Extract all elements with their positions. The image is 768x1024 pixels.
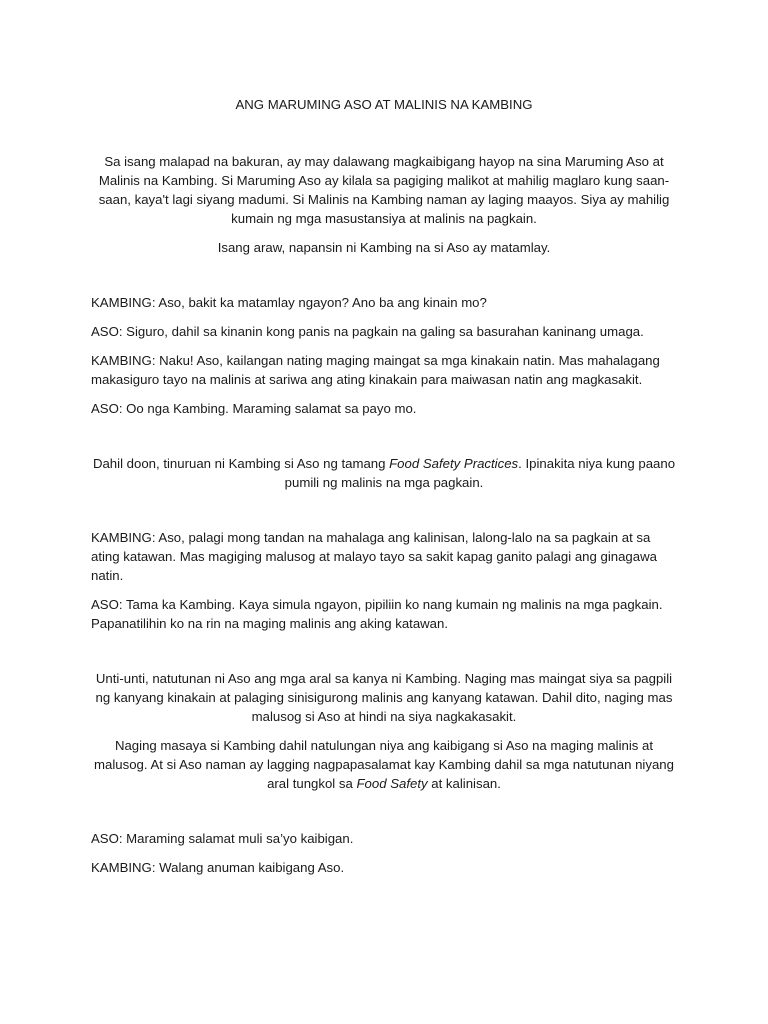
- dialogue-line: KAMBING: Aso, bakit ka matamlay ngayon? Ano ba ang kinain mo?: [91, 295, 487, 310]
- narration-text: at kalinisan.: [427, 776, 501, 791]
- narration-text: Dahil doon, tinuruan ni Kambing si Aso ng tamang: [92, 456, 390, 471]
- dialogue-line: KAMBING: Aso, palagi mong tandan na mahalaga ang kalinisan, lalong-lalo na sa pagkain at sa ating katawan. Mas magiging malusog at malayo tayo sa sakit kapag ganito palagi ang ginagawa natin.: [91, 530, 657, 583]
- emphasis-text: Food Safety: [356, 776, 428, 791]
- dialogue-line: ASO: Siguro, dahil sa kinanin kong panis na pagkain na galing sa basurahan kaninang umaga.: [91, 324, 644, 339]
- narration-text: . Ipinakita niya kung paano pumili ng malinis na mga pagkain.: [284, 456, 676, 490]
- dialogue-line: ASO: Tama ka Kambing. Kaya simula ngayon, pipiliin ko nang kumain ng malinis na mga pagkain. Papanatilihin ko na rin na maging malinis ang aking katawan.: [91, 597, 663, 631]
- document-title: ANG MARUMING ASO AT MALINIS NA KAMBING: [235, 97, 533, 112]
- dialogue-line: ASO: Oo nga Kambing. Maraming salamat sa payo mo.: [91, 401, 417, 416]
- narration-paragraph: [91, 736, 677, 793]
- dialogue-line: KAMBING: Naku! Aso, kailangan nating maging maingat sa mga kinakain natin. Mas mahalagang makasiguro tayo na malinis at sariwa ang ating kinakain para maiwasan natin ang magkasakit.: [91, 353, 660, 387]
- dialogue-line: KAMBING: Walang anuman kaibigang Aso.: [91, 860, 345, 875]
- narration-paragraph: [91, 454, 677, 492]
- dialogue-line: ASO: Maraming salamat muli sa’yo kaibigan.: [91, 831, 354, 846]
- narration-text: Naging masaya si Kambing dahil natulungan niya ang kaibigang si Aso na maging malinis at malusog. At si Aso naman ay lagging nagpapasalamat kay Kambing dahil sa mga natutunan niyang aral tungkol sa: [94, 738, 674, 791]
- narration-paragraph: Unti-unti, natutunan ni Aso ang mga aral sa kanya ni Kambing. Naging mas maingat siya sa pagpili ng kanyang kinakain at palaging sinisigurong malinis ang kanyang katawan. Dahil dito, naging mas malusog si Aso at hindi na siya nagkakasakit.: [95, 671, 673, 724]
- document-page: [91, 95, 677, 877]
- intro-paragraph: Isang araw, napansin ni Kambing na si Aso ay matamlay.: [217, 240, 551, 255]
- emphasis-text: Food Safety Practices: [389, 456, 519, 471]
- intro-paragraph: Sa isang malapad na bakuran, ay may dalawang magkaibigang hayop na sina Maruming Aso at Malinis na Kambing. Si Maruming Aso ay kilala sa pagiging malikot at mahilig maglaro kung saan-saan, kaya't lagi siyang madumi. Si Malinis na Kambing naman ay laging maayos. Siya ay mahilig kumain ng mga masustansiya at malinis na pagkain.: [98, 154, 670, 226]
